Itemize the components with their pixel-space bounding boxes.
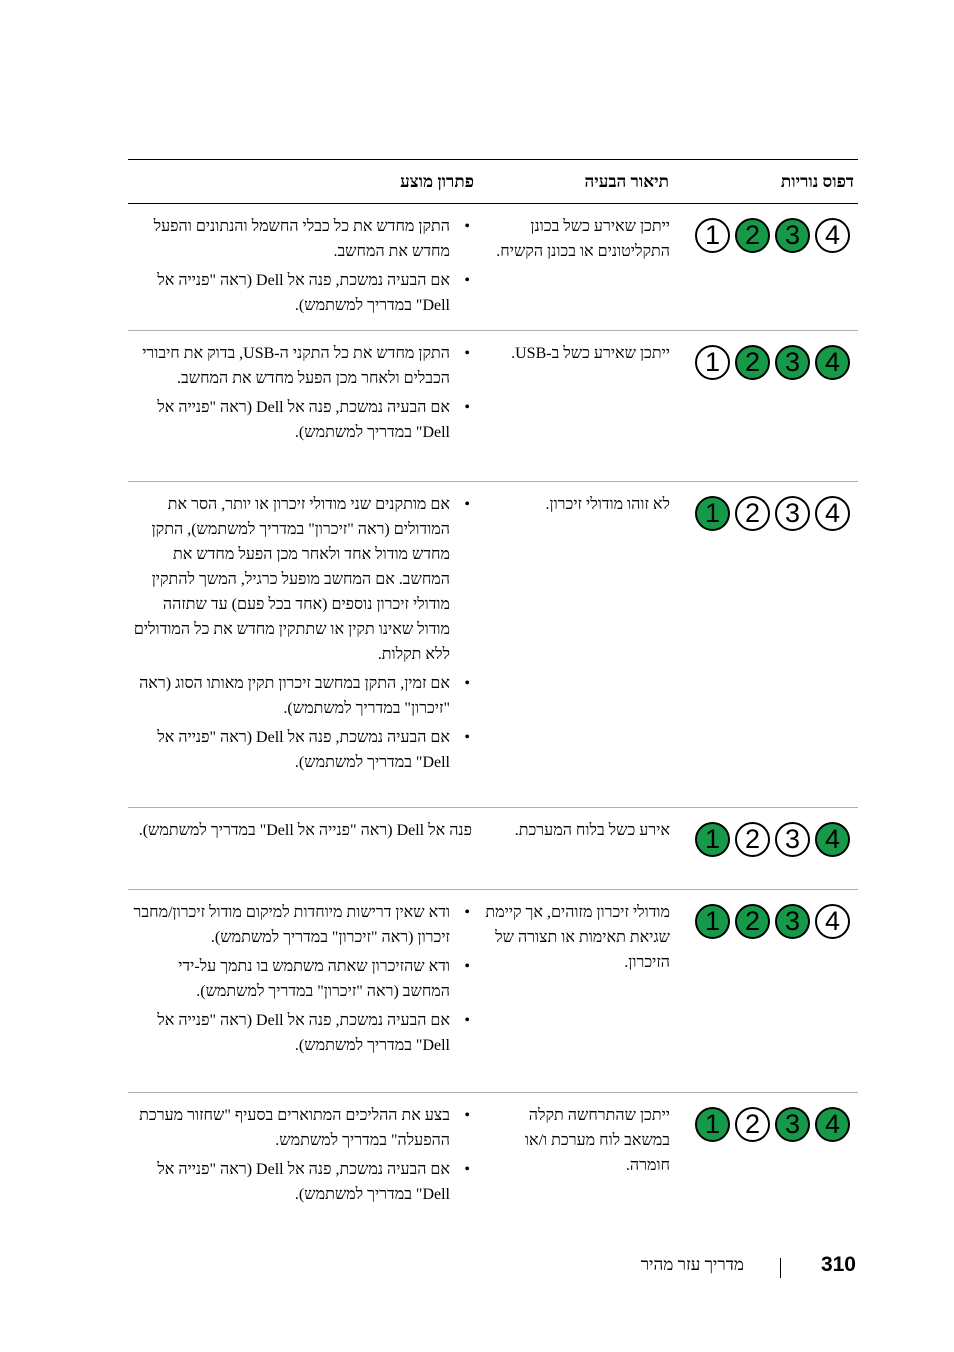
solution-item: • ודא שהזיכרון שאתה משתמש בו נתמך על-ידי המחשב (ראה "זיכרון" במדריך למשתמש).: [132, 954, 472, 1004]
solution-item: פנה אל Dell (ראה "פנייה אל Dell" במדריך למשתמש).: [138, 822, 472, 839]
diagnostic-lights: [695, 345, 855, 385]
diagnostic-light-icon: 2: [735, 496, 770, 531]
table-row: [128, 808, 858, 890]
header-suggested-solution: פתרון מוצע: [400, 172, 474, 191]
solution-item: • אם זמין, התקן במחשב זיכרון תקין מאותו הסוג (ראה "זיכרון" במדריך למשתמש).: [132, 671, 472, 721]
suggested-solution: [132, 900, 472, 1062]
diagnostic-light-icon: 1: [695, 218, 730, 253]
diagnostic-lights: [695, 218, 855, 258]
diagnostic-light-icon: 3: [775, 345, 810, 380]
solution-item: • אם הבעיה נמשכת, פנה אל Dell (ראה "פנייה אל Dell" במדריך למשתמש).: [132, 268, 472, 318]
diagnostic-light-icon: 4: [815, 496, 850, 531]
diagnostic-light-icon: 2: [735, 345, 770, 380]
problem-description: לא זוהו מודולי זיכרון.: [545, 496, 670, 513]
footer-divider: [780, 1258, 781, 1278]
solution-item: • התקן מחדש את כל כבלי החשמל והנתונים והפעל מחדש את המחשב.: [132, 214, 472, 264]
diagnostic-light-icon: 3: [775, 1107, 810, 1142]
table-row: [128, 1093, 858, 1223]
table-row: [128, 482, 858, 808]
diagnostic-light-icon: 1: [695, 904, 730, 939]
solution-item: • אם הבעיה נמשכת, פנה אל Dell (ראה "פנייה אל Dell" במדריך למשתמש).: [132, 395, 472, 445]
diagnostic-light-icon: 3: [775, 218, 810, 253]
table-row: [128, 890, 858, 1093]
solution-item: • אם הבעיה נמשכת, פנה אל Dell (ראה "פנייה אל Dell" במדריך למשתמש).: [132, 1157, 472, 1207]
solution-item: • התקן מחדש את כל התקני ה-USB, בדוק את חיבורי הכבלים ולאחר מכן הפעל מחדש את המחשב.: [132, 341, 472, 391]
diagnostic-lights: [695, 496, 855, 536]
diagnostic-light-icon: 3: [775, 822, 810, 857]
problem-description: ייתכן שאירע כשל ב-USB.: [511, 345, 670, 362]
solution-item: • אם הבעיה נמשכת, פנה אל Dell (ראה "פנייה אל Dell" במדריך למשתמש).: [132, 1008, 472, 1058]
suggested-solution: [132, 492, 472, 779]
diagnostic-light-icon: 4: [815, 904, 850, 939]
solution-item: • ודא שאין דרישות מיוחדות למיקום מודול זיכרון/מחבר זיכרון (ראה "זיכרון" במדריך למשתמש).: [132, 900, 472, 950]
diagnostic-light-icon: 2: [735, 904, 770, 939]
diagnostic-light-icon: 1: [695, 345, 730, 380]
problem-description: מודולי זיכרון מזוהים, אך קיימת שגיאת תאימות או תצורה של הזיכרון.: [485, 904, 670, 971]
page-number: 310: [820, 1253, 856, 1276]
diagnostic-lights: [695, 904, 855, 944]
solution-item: • אם הבעיה נמשכת, פנה אל Dell (ראה "פנייה אל Dell" במדריך למשתמש).: [132, 725, 472, 775]
footer-title: מדריך עזר מהיר: [640, 1255, 744, 1274]
solution-item: • בצע את ההליכים המתוארים בסעיף "שחזור מערכת ההפעלה" במדריך למשתמש.: [132, 1103, 472, 1153]
diagnostic-light-icon: 3: [775, 904, 810, 939]
suggested-solution: [132, 341, 472, 449]
diagnostic-light-icon: 1: [695, 822, 730, 857]
diagnostic-lights: [695, 822, 855, 862]
solution-item: • אם מותקנים שני מודולי זיכרון או יותר, הסר את המודולים (ראה "זיכרון" במדריך למשתמש), התקן מחדש מודול אחד ולאחר מכן הפעל מחדש את המחשב. אם המחשב מופעל כרגיל, המשך להתקין מודולי זיכרון נוספים (אחד בכל פעם) עד שתזהה מודול שאינו תקין או שתתקין מחדש את כל המודולים ללא תקלות.: [132, 492, 472, 667]
diagnostic-light-icon: 3: [775, 496, 810, 531]
diagnostic-light-icon: 4: [815, 218, 850, 253]
diagnostic-light-icon: 2: [735, 218, 770, 253]
suggested-solution: [132, 818, 472, 847]
header-light-pattern: דפוס נוריות: [780, 172, 854, 191]
suggested-solution: [132, 214, 472, 322]
suggested-solution: [132, 1103, 472, 1211]
problem-description: אירע כשל בלוח המערכת.: [514, 822, 670, 839]
diagnostic-light-icon: 1: [695, 1107, 730, 1142]
diagnostic-light-icon: 1: [695, 496, 730, 531]
header-problem-description: תיאור הבעיה: [584, 172, 669, 191]
diagnostic-light-icon: 4: [815, 1107, 850, 1142]
table-row: [128, 204, 858, 331]
problem-description: ייתכן שהתרחשה תקלה במשאב לוח מערכת ו/או חומרה.: [524, 1107, 670, 1174]
problem-description: ייתכן שאירע כשל בכונן התקליטונים או בכונן הקשיח.: [496, 218, 670, 260]
diagnostic-light-icon: 4: [815, 345, 850, 380]
diagnostic-light-icon: 4: [815, 822, 850, 857]
table-top-rule: [128, 159, 858, 160]
diagnostic-lights: [695, 1107, 855, 1147]
diagnostic-light-icon: 2: [735, 1107, 770, 1142]
table-row: [128, 331, 858, 482]
diagnostic-light-icon: 2: [735, 822, 770, 857]
